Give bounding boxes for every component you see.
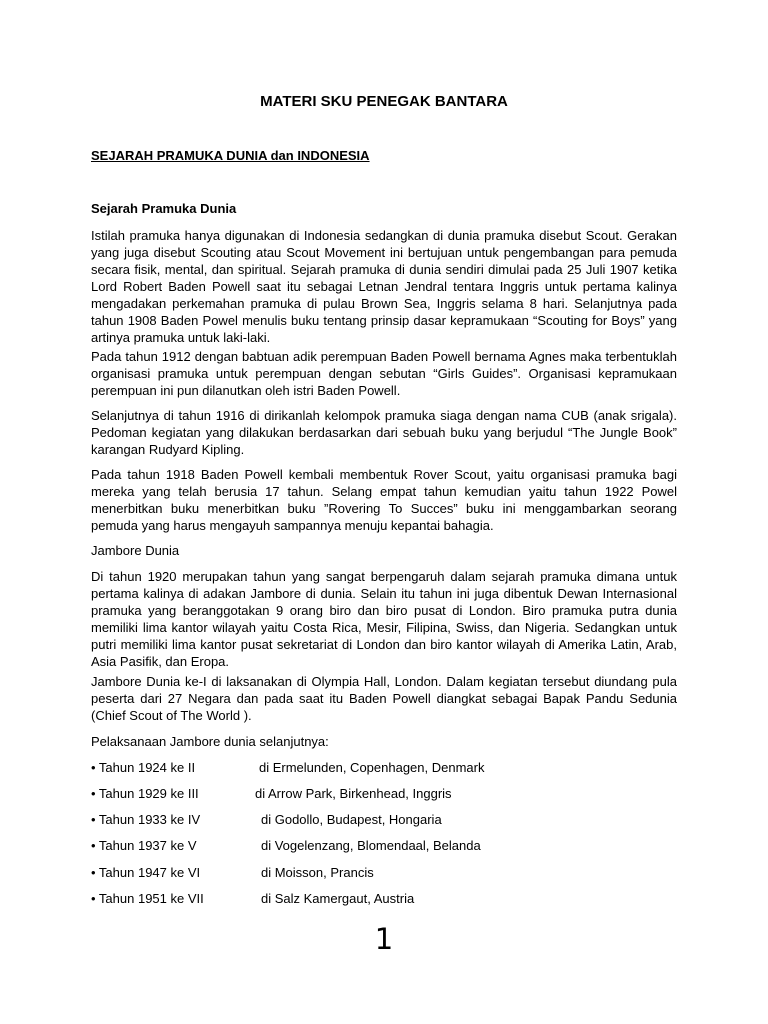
paragraph-scout-origin: Istilah pramuka hanya digunakan di Indonesia sedangkan di dunia pramuka disebut Scout. Gerakan yang juga disebut Scouting atau Scout Movement ini bertujuan untuk pengembangan para pemuda secara fisik, mental, dan spiritual. Sejarah pramuka di dunia sendiri dimulai pada 25 Juli 1907 ketika Lord Robert Baden Powell saat itu sebagai Letnan Jendral tentara Inggris untuk pertama kalinya mengadakan perkemahan pramuka di pulau Brown Sea, Inggris selama 8 hari. Selanjutnya pada tahun 1908 Baden Powel menulis buku tentang prinsip dasar kepramukaan “Scouting for Boys” yang artinya pramuka untuk laki-laki. — [91, 228, 677, 345]
list-item-place: di Ermelunden, Copenhagen, Denmark — [259, 760, 485, 775]
list-item-year: • Tahun 1947 ke VI — [91, 865, 201, 880]
list-item-year: • Tahun 1951 ke VII — [91, 891, 204, 906]
document-title: MATERI SKU PENEGAK BANTARA — [260, 93, 508, 110]
list-item-year: • Tahun 1929 ke III — [91, 786, 199, 801]
paragraph-rover-scout: Pada tahun 1918 Baden Powell kembali membentuk Rover Scout, yaitu organisasi pramuka bagi mereka yang telah berusia 17 tahun. Selang empat tahun kemudian yaitu tahun 1922 Powel menerbitkan buku menerbitkan buku ”Rovering To Succes” buku ini menggambarkan seorang pemuda yang harus mengayuh sampannya menuju kepantai bahagia. — [91, 467, 677, 533]
paragraph-jambore-1920: Di tahun 1920 merupakan tahun yang sangat berpengaruh dalam sejarah pramuka dimana untuk pertama kalinya di adakan Jambore di dunia. Selain itu tahun ini juga dibentuk Dewan Internasional pramuka yang beranggotakan 9 orang biro dan biro pusat di London. Biro pramuka putra dunia memiliki lima kantor wilayah yaitu Costa Rica, Mesir, Filipina, Swiss, dan Nigeria. Sedangkan untuk putri memiliki lima kantor pusat sekretariat di London dan biro kantor wilayah di Amerika Latin, Arab, Asia Pasifik, dan Eropa. — [91, 569, 677, 669]
list-item-place: di Salz Kamergaut, Austria — [261, 891, 415, 906]
paragraph-jambore-first: Jambore Dunia ke-I di laksanakan di Olympia Hall, London. Dalam kegiatan tersebut diundang pula peserta dari 27 Negara dan pada saat itu Baden Powell diangkat sebagai Bapak Pandu Sedunia (Chief Scout of The World ). — [91, 674, 677, 723]
page-number: 1 — [374, 922, 394, 956]
paragraph-cub: Selanjutnya di tahun 1916 di dirikanlah kelompok pramuka siaga dengan nama CUB (anak srigala). Pedoman kegiatan yang dilakukan berdasarkan dari sebuah buku yang berjudul “The Jungle Book” karangan Rudyard Kipling. — [91, 408, 677, 457]
list-item-year: • Tahun 1924 ke II — [91, 760, 196, 775]
list-item-year: • Tahun 1933 ke IV — [91, 812, 201, 827]
paragraph-jambore-next: Pelaksanaan Jambore dunia selanjutnya: — [91, 734, 329, 749]
subsection-title: Sejarah Pramuka Dunia — [91, 201, 237, 216]
list-item-place: di Arrow Park, Birkenhead, Inggris — [255, 786, 452, 801]
list-item-year: • Tahun 1937 ke V — [91, 838, 197, 853]
paragraph-jambore-heading: Jambore Dunia — [91, 543, 180, 558]
list-item-place: di Godollo, Budapest, Hongaria — [261, 812, 442, 827]
section-title: SEJARAH PRAMUKA DUNIA dan INDONESIA — [91, 148, 370, 163]
list-item-place: di Moisson, Prancis — [261, 865, 374, 880]
list-item-place: di Vogelenzang, Blomendaal, Belanda — [261, 838, 481, 853]
paragraph-girls-guides: Pada tahun 1912 dengan babtuan adik perempuan Baden Powell bernama Agnes maka terbentuklah organisasi pramuka untuk perempuan dengan sebutan “Girls Guides”. Organisasi kepramukaan perempuan ini pun dilanutkan oleh istri Baden Powell. — [91, 349, 677, 398]
